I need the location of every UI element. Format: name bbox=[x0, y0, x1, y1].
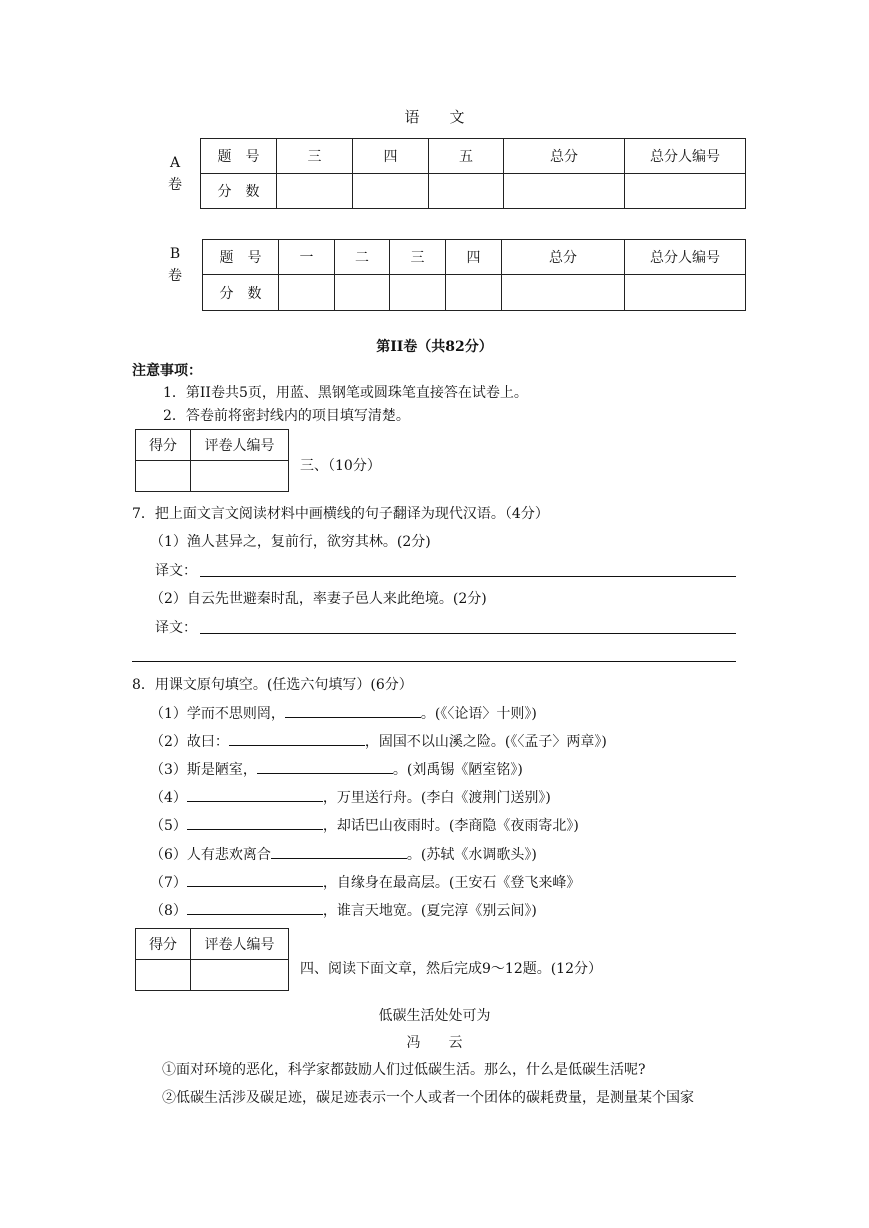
score-table-b bbox=[202, 239, 746, 311]
table-b-score-cell[interactable] bbox=[390, 275, 446, 311]
grader-box-score-cell[interactable] bbox=[136, 461, 191, 492]
q8-item-suffix: 。(《〈论语〉十则》) bbox=[420, 706, 537, 722]
table-b-score-cell[interactable] bbox=[502, 275, 625, 311]
q8-blank[interactable] bbox=[271, 844, 407, 859]
table-b-score-cell[interactable] bbox=[335, 275, 390, 311]
table-a-score-cell[interactable] bbox=[429, 174, 504, 209]
table-b-score-label: 分 数 bbox=[203, 275, 279, 311]
table-a-header-cell: 总分 bbox=[504, 139, 625, 174]
notice-item: 1．第II卷共5页，用蓝、黑钢笔或圆珠笔直接答在试卷上。 bbox=[163, 385, 528, 401]
notice-item: 2．答卷前将密封线内的项目填写清楚。 bbox=[163, 408, 410, 424]
q7-sub1: （1）渔人甚异之，复前行，欲穷其林。(2分) bbox=[150, 534, 431, 550]
table-b-header-cell: 总分人编号 bbox=[625, 240, 746, 275]
grader-box-grader-cell[interactable] bbox=[191, 960, 289, 991]
q8-blank[interactable] bbox=[257, 759, 393, 774]
table-b-header-cell: 三 bbox=[390, 240, 446, 275]
grader-box-score-label: 得分 bbox=[136, 929, 191, 960]
grader-box bbox=[135, 928, 289, 991]
q8-blank[interactable] bbox=[187, 787, 323, 802]
notice-heading: 注意事项： bbox=[132, 363, 202, 379]
page-title: 语 文 bbox=[404, 108, 465, 126]
table-b-header-cell: 题 号 bbox=[203, 240, 279, 275]
q8-item bbox=[150, 815, 579, 835]
q7-stem: 7．把上面文言文阅读材料中画横线的句子翻译为现代汉语。（4分） bbox=[132, 506, 549, 522]
q8-item bbox=[150, 872, 580, 892]
q8-item-suffix: 。(刘禹锡《陋室铭》) bbox=[392, 762, 523, 778]
q8-blank[interactable] bbox=[187, 872, 323, 887]
article-author: 冯 云 bbox=[406, 1035, 463, 1051]
section-title: 第II卷（共82分） bbox=[376, 339, 493, 355]
q7-answer-label-1: 译文： bbox=[155, 563, 197, 579]
q8-item-prefix: （7） bbox=[150, 875, 187, 891]
q8-item bbox=[150, 900, 537, 920]
article-paragraph: ①面对环境的恶化，科学家都鼓励人们过低碳生活。那么，什么是低碳生活呢? bbox=[162, 1062, 646, 1078]
q8-item-suffix: ，自缘身在最高层。(王安石《登飞来峰》 bbox=[322, 875, 581, 891]
article-title: 低碳生活处处可为 bbox=[378, 1008, 491, 1024]
q8-item-prefix: （1）学而不思则罔， bbox=[150, 706, 285, 722]
q7-answer-line-1[interactable] bbox=[200, 576, 736, 577]
table-b-side-char: 卷 bbox=[168, 268, 182, 284]
table-a-score-cell[interactable] bbox=[353, 174, 429, 209]
table-a-header-cell: 三 bbox=[277, 139, 353, 174]
table-a-score-cell[interactable] bbox=[277, 174, 353, 209]
table-b-score-cell[interactable] bbox=[625, 275, 746, 311]
table-a-side-char: 卷 bbox=[168, 177, 182, 193]
q8-item-prefix: （4） bbox=[150, 790, 187, 806]
q8-blank[interactable] bbox=[187, 900, 323, 915]
part3-heading: 三、（10分） bbox=[300, 458, 381, 474]
q7-answer-line-2[interactable] bbox=[200, 633, 736, 634]
table-a-header-cell: 题 号 bbox=[201, 139, 277, 174]
table-b-score-cell[interactable] bbox=[279, 275, 335, 311]
grader-box bbox=[135, 429, 289, 492]
grader-box-score-cell[interactable] bbox=[136, 960, 191, 991]
table-a-header-cell: 总分人编号 bbox=[625, 139, 746, 174]
q8-blank[interactable] bbox=[285, 703, 421, 718]
q8-blank[interactable] bbox=[229, 731, 365, 746]
table-b-header-cell: 总分 bbox=[502, 240, 625, 275]
table-b-side-letter: B bbox=[169, 246, 181, 262]
table-a-header-cell: 五 bbox=[429, 139, 504, 174]
grader-box-grader-label: 评卷人编号 bbox=[191, 929, 289, 960]
score-table-a bbox=[200, 138, 746, 209]
part4-heading: 四、阅读下面文章，然后完成9～12题。(12分） bbox=[300, 961, 602, 977]
grader-box-grader-cell[interactable] bbox=[191, 461, 289, 492]
q8-item-suffix: ，固国不以山溪之险。(《〈孟子〉两章》) bbox=[364, 734, 607, 750]
q8-item bbox=[150, 787, 551, 807]
q8-item-suffix: ，谁言天地宽。(夏完淳《别云间》) bbox=[322, 903, 537, 919]
q8-item-suffix: 。(苏轼《水调歌头》) bbox=[406, 847, 537, 863]
q7-answer-label-2: 译文： bbox=[155, 620, 197, 636]
q8-item bbox=[150, 703, 537, 723]
q8-item-prefix: （6）人有悲欢离合 bbox=[150, 847, 271, 863]
table-a-side-label bbox=[166, 152, 184, 196]
table-a-score-cell[interactable] bbox=[504, 174, 625, 209]
table-a-header-cell: 四 bbox=[353, 139, 429, 174]
grader-box-grader-label: 评卷人编号 bbox=[191, 430, 289, 461]
table-b-header-cell: 二 bbox=[335, 240, 390, 275]
table-b-score-cell[interactable] bbox=[446, 275, 502, 311]
table-b-header-cell: 四 bbox=[446, 240, 502, 275]
q8-item bbox=[150, 731, 607, 751]
q8-blank[interactable] bbox=[187, 815, 323, 830]
q8-item-suffix: ，却话巴山夜雨时。(李商隐《夜雨寄北》) bbox=[322, 818, 579, 834]
q8-item-prefix: （8） bbox=[150, 903, 187, 919]
q8-item bbox=[150, 844, 537, 864]
q7-answer-line-3[interactable] bbox=[132, 661, 736, 662]
q8-item-prefix: （2）故曰： bbox=[150, 734, 229, 750]
grader-box-score-label: 得分 bbox=[136, 430, 191, 461]
table-a-score-label: 分 数 bbox=[201, 174, 277, 209]
q8-item-prefix: （3）斯是陋室， bbox=[150, 762, 257, 778]
q8-item bbox=[150, 759, 523, 779]
table-b-header-cell: 一 bbox=[279, 240, 335, 275]
q8-item-prefix: （5） bbox=[150, 818, 187, 834]
table-a-side-letter: A bbox=[169, 155, 181, 171]
table-b-side-label bbox=[166, 243, 184, 287]
q7-sub2: （2）自云先世避秦时乱，率妻子邑人来此绝境。(2分) bbox=[150, 591, 487, 607]
table-a-score-cell[interactable] bbox=[625, 174, 746, 209]
q8-item-suffix: ，万里送行舟。(李白《渡荆门送别》) bbox=[322, 790, 551, 806]
article-paragraph: ②低碳生活涉及碳足迹，碳足迹表示一个人或者一个团体的碳耗费量，是测量某个国家 bbox=[162, 1090, 694, 1106]
q8-stem: 8．用课文原句填空。(任选六句填写）(6分） bbox=[132, 677, 413, 693]
